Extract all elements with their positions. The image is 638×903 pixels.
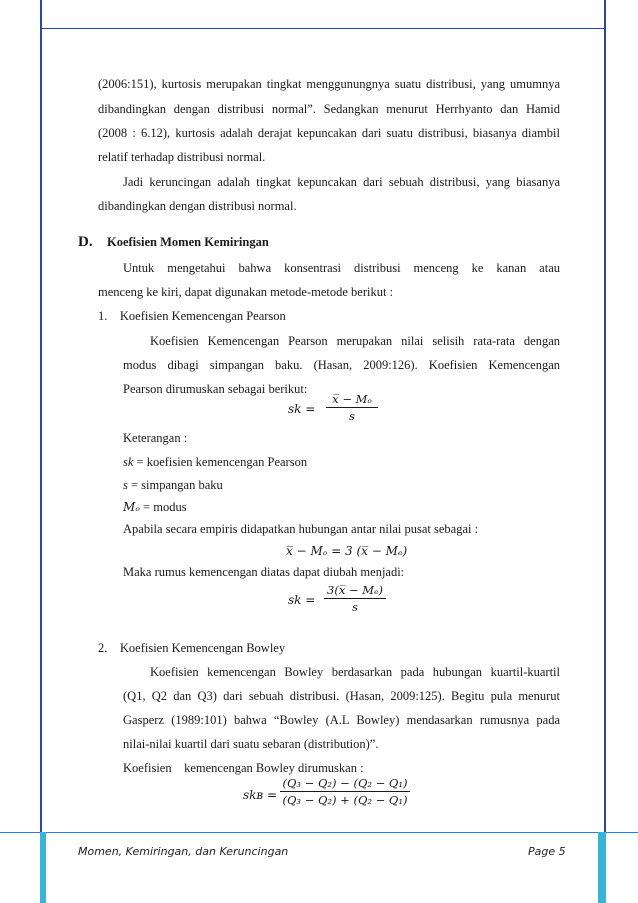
para1-line2: dibandingkan dengan distribusi normal”. Sedangkan menurut Herrhyanto dan Hamid [98,102,560,116]
formula1-numerator: x̅ − Mₒ [326,392,378,408]
keterangan-s-symbol: s [123,478,128,492]
section-letter: D. [78,234,93,250]
maka-line: Maka rumus kemencengan diatas dapat diubah menjadi: [123,565,405,579]
keterangan-s [123,477,223,493]
item2-line1: Koefisien kemencengan Bowley berdasarkan pada hubungan kuartil-kuartil [150,665,560,679]
formula3-lhs: sk = [288,593,316,607]
item1-line1: Koefisien Kemencengan Pearson merupakan nilai selisih rata-rata dengan [150,334,560,348]
para1-line1: (2006:151), kurtosis merupakan tingkat menggunungnya suatu distribusi, yang umumnya [98,77,560,91]
keterangan-mo [123,499,187,515]
formula2: x̅ − Mₒ = 3 (x̅ − Mₑ) [286,544,408,558]
item2-title: 2. Koefisien Kemencengan Bowley [98,641,286,655]
para2-line2: dibandingkan dengan distribusi normal. [98,199,297,213]
page-border-right [604,0,606,903]
item2-line4: nilai-nilai kuartil dari suatu sebaran (distribution)”. [123,737,379,751]
para1-line3: (2008 : 6.12), kurtosis adalah derajat kepuncakan dari suatu distribusi, biasanya diambil [98,126,560,140]
item2-line2: (Q1, Q2 dan Q3) dari sebuah distribusi. (Hasan, 2009:125). Begitu pula menurut [123,689,560,703]
keterangan-s-text: = simpangan baku [127,478,223,492]
para1-line4: relatif terhadap distribusi normal. [98,150,266,164]
section-title: Koefisien Momen Kemiringan [107,235,269,249]
footer-rule [0,832,638,833]
keterangan-sk [123,454,307,470]
keterangan-sk-symbol: sk [123,455,134,469]
item1-line3: Pearson dirumuskan sebagai berikut: [123,382,308,396]
intro-line2: menceng ke kiri, dapat digunakan metode-metode berikut : [98,285,394,299]
keterangan-mo-symbol: Mₒ [123,500,140,514]
item1-title: 1. Koefisien Kemencengan Pearson [98,309,286,323]
para2-line1: Jadi keruncingan adalah tingkat kepuncakan dari sebuah distribusi, yang biasanya [123,175,560,189]
footer-accent-right [598,832,606,903]
item1-line2: modus dibagi simpangan baku. (Hasan, 2009:126). Koefisien Kemencengan [123,358,560,372]
page-border-top [40,28,606,29]
formula1-lhs: sk = [288,402,316,416]
keterangan-sk-text: = koefisien kemencengan Pearson [133,455,308,469]
footer-title: Momen, Kemiringan, dan Keruncingan [78,845,289,858]
page-border-left [40,0,42,903]
formula1-denominator: s [349,409,355,423]
formula4-denominator: (Q₃ − Q₂) + (Q₂ − Q₁) [282,793,408,807]
formula4-numerator: (Q₃ − Q₂) − (Q₂ − Q₁) [280,776,410,792]
intro-line1: Untuk mengetahui bahwa konsentrasi distribusi menceng ke kanan atau [123,261,560,275]
formula4-lhs: skʙ = [243,788,278,802]
keterangan-mo-text: = modus [139,500,187,514]
formula4-fraction [280,776,410,807]
formula1-fraction [326,392,378,423]
item2-line3: Gasperz (1989:101) bahwa “Bowley (A.L Bowley) mendasarkan rumusnya pada [123,713,560,727]
formula3-fraction [324,583,386,614]
footer-page-number: Page 5 [528,845,566,858]
item2-line5: Koefisien kemencengan Bowley dirumuskan : [123,761,364,775]
keterangan-label: Keterangan : [123,431,188,445]
empiris-line: Apabila secara empiris didapatkan hubungan antar nilai pusat sebagai : [123,522,479,536]
formula3-numerator: 3(x̅ − Mₑ) [324,583,386,599]
footer-accent-left [40,832,46,903]
formula3-denominator: s [352,600,358,614]
